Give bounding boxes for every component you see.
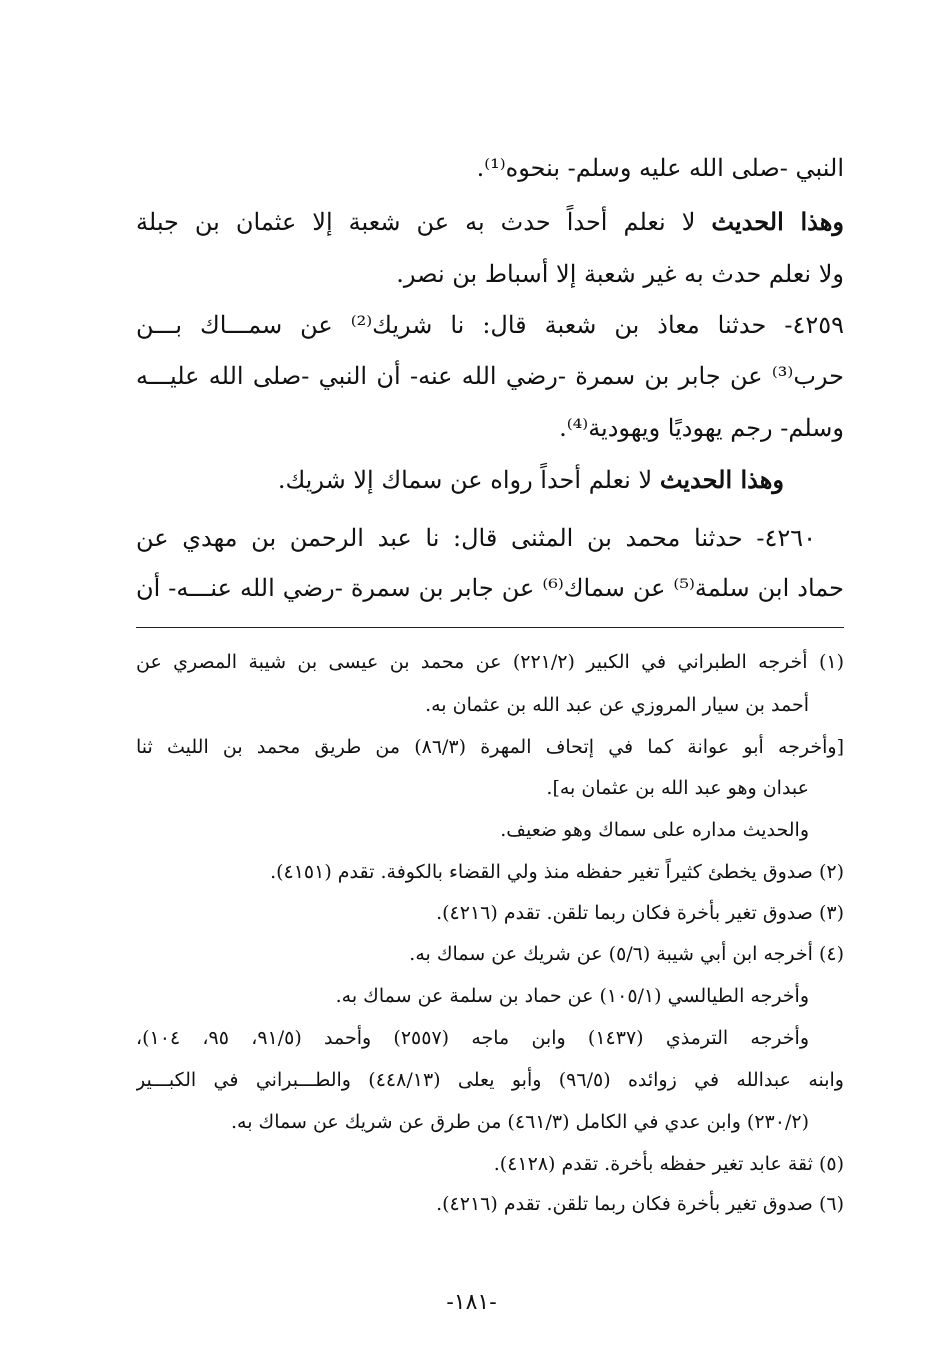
footnote-1-line-3: [وأخرجه أبو عوانة كما في إتحاف المهرة (٨٦/٣) من طريق محمد بن الليث ثنا (136, 736, 844, 758)
text-line-2-rest: لا نعلم أحداً حدث به عن شعبة إلا عثمان بن جبلة (136, 208, 712, 236)
footnote-1-line-4: عبدان وهو عبد الله بن عثمان به]. (546, 777, 809, 799)
footnote-5: (٥) ثقة عابد تغير حفظه بأخرة. تقدم (٤١٢٨). (493, 1153, 844, 1175)
text-line-2 (136, 202, 844, 242)
footnote-4-line-1: (٤) أخرجه ابن أبي شيبة (٥/٦) عن شريك عن سماك به. (409, 943, 844, 965)
hadith-4259-line-1: ٤٢٥٩- حدثنا معاذ بن شعبة قال: نا شريك⁽²⁾ عن سمـــاك بـــن (136, 311, 844, 339)
footnote-1-line-2: أحمد بن سيار المروزي عن عبد الله بن عثمان به. (425, 694, 809, 716)
footnote-divider (136, 627, 844, 628)
footnote-6: (٦) صدوق تغير بأخرة فكان ربما تلقن. تقدم (٤٢١٦). (436, 1193, 844, 1215)
footnote-4-line-4: وابنه عبدالله في زوائده (٩٦/٥) وأبو يعلى (٤٤٨/١٣) والطـــبراني في الكبـــير (136, 1069, 844, 1091)
footnote-4-line-2: وأخرجه الطيالسي (١٠٥/١) عن حماد بن سلمة عن سماك به. (335, 985, 809, 1007)
text-line-3: ولا نعلم حدث به غير شعبة إلا أسباط بن نصر. (396, 260, 844, 288)
text-line-7-rest: لا نعلم أحداً رواه عن سماك إلا شريك. (277, 466, 660, 494)
hadith-4260-line-1: ٤٢٦٠- حدثنا محمد بن المثنى قال: نا عبد الرحمن بن مهدي عن (136, 524, 816, 552)
footnote-2: (٢) صدوق يخطئ كثيراً تغير حفظه منذ ولي القضاء بالكوفة. تقدم (٤١٥١). (270, 861, 844, 883)
hadith-heading-2: وهذا الحديث (659, 465, 784, 494)
hadith-4260-line-2: حماد ابن سلمة⁽⁵⁾ عن سماك⁽⁶⁾ عن جابر بن سمرة -رضي الله عنـــه- أن (136, 574, 844, 602)
hadith-heading: وهذا الحديث (711, 207, 844, 236)
footnote-4-line-5: (٢٣٠/٢) وابن عدي في الكامل (٤٦١/٣) من طرق عن شريك عن سماك به. (231, 1111, 809, 1133)
page-number: -١٨١- (446, 1290, 497, 1315)
footnote-4-line-3: وأخرجه الترمذي (١٤٣٧) وابن ماجه (٢٥٥٧) وأحمد (٩١/٥، ٩٥، ١٠٤)، (136, 1027, 809, 1049)
footnote-1-line-5: والحديث مداره على سماك وهو ضعيف. (500, 819, 809, 841)
text-line-7 (136, 460, 784, 500)
text-line-1: النبي -صلى الله عليه وسلم- بنحوه⁽¹⁾. (476, 154, 844, 182)
hadith-4259-line-2: حرب⁽³⁾ عن جابر بن سمرة -رضي الله عنه- أن النبي -صلى الله عليـــه (136, 362, 844, 390)
hadith-4259-line-3: وسلم- رجم يهوديًا ويهودية⁽⁴⁾. (559, 414, 844, 442)
footnote-3: (٣) صدوق تغير بأخرة فكان ربما تلقن. تقدم (٤٢١٦). (436, 902, 844, 924)
footnote-1-line-1: (١) أخرجه الطبراني في الكبير (٢٢١/٢) عن محمد بن عيسى بن شيبة المصري عن (136, 651, 844, 673)
